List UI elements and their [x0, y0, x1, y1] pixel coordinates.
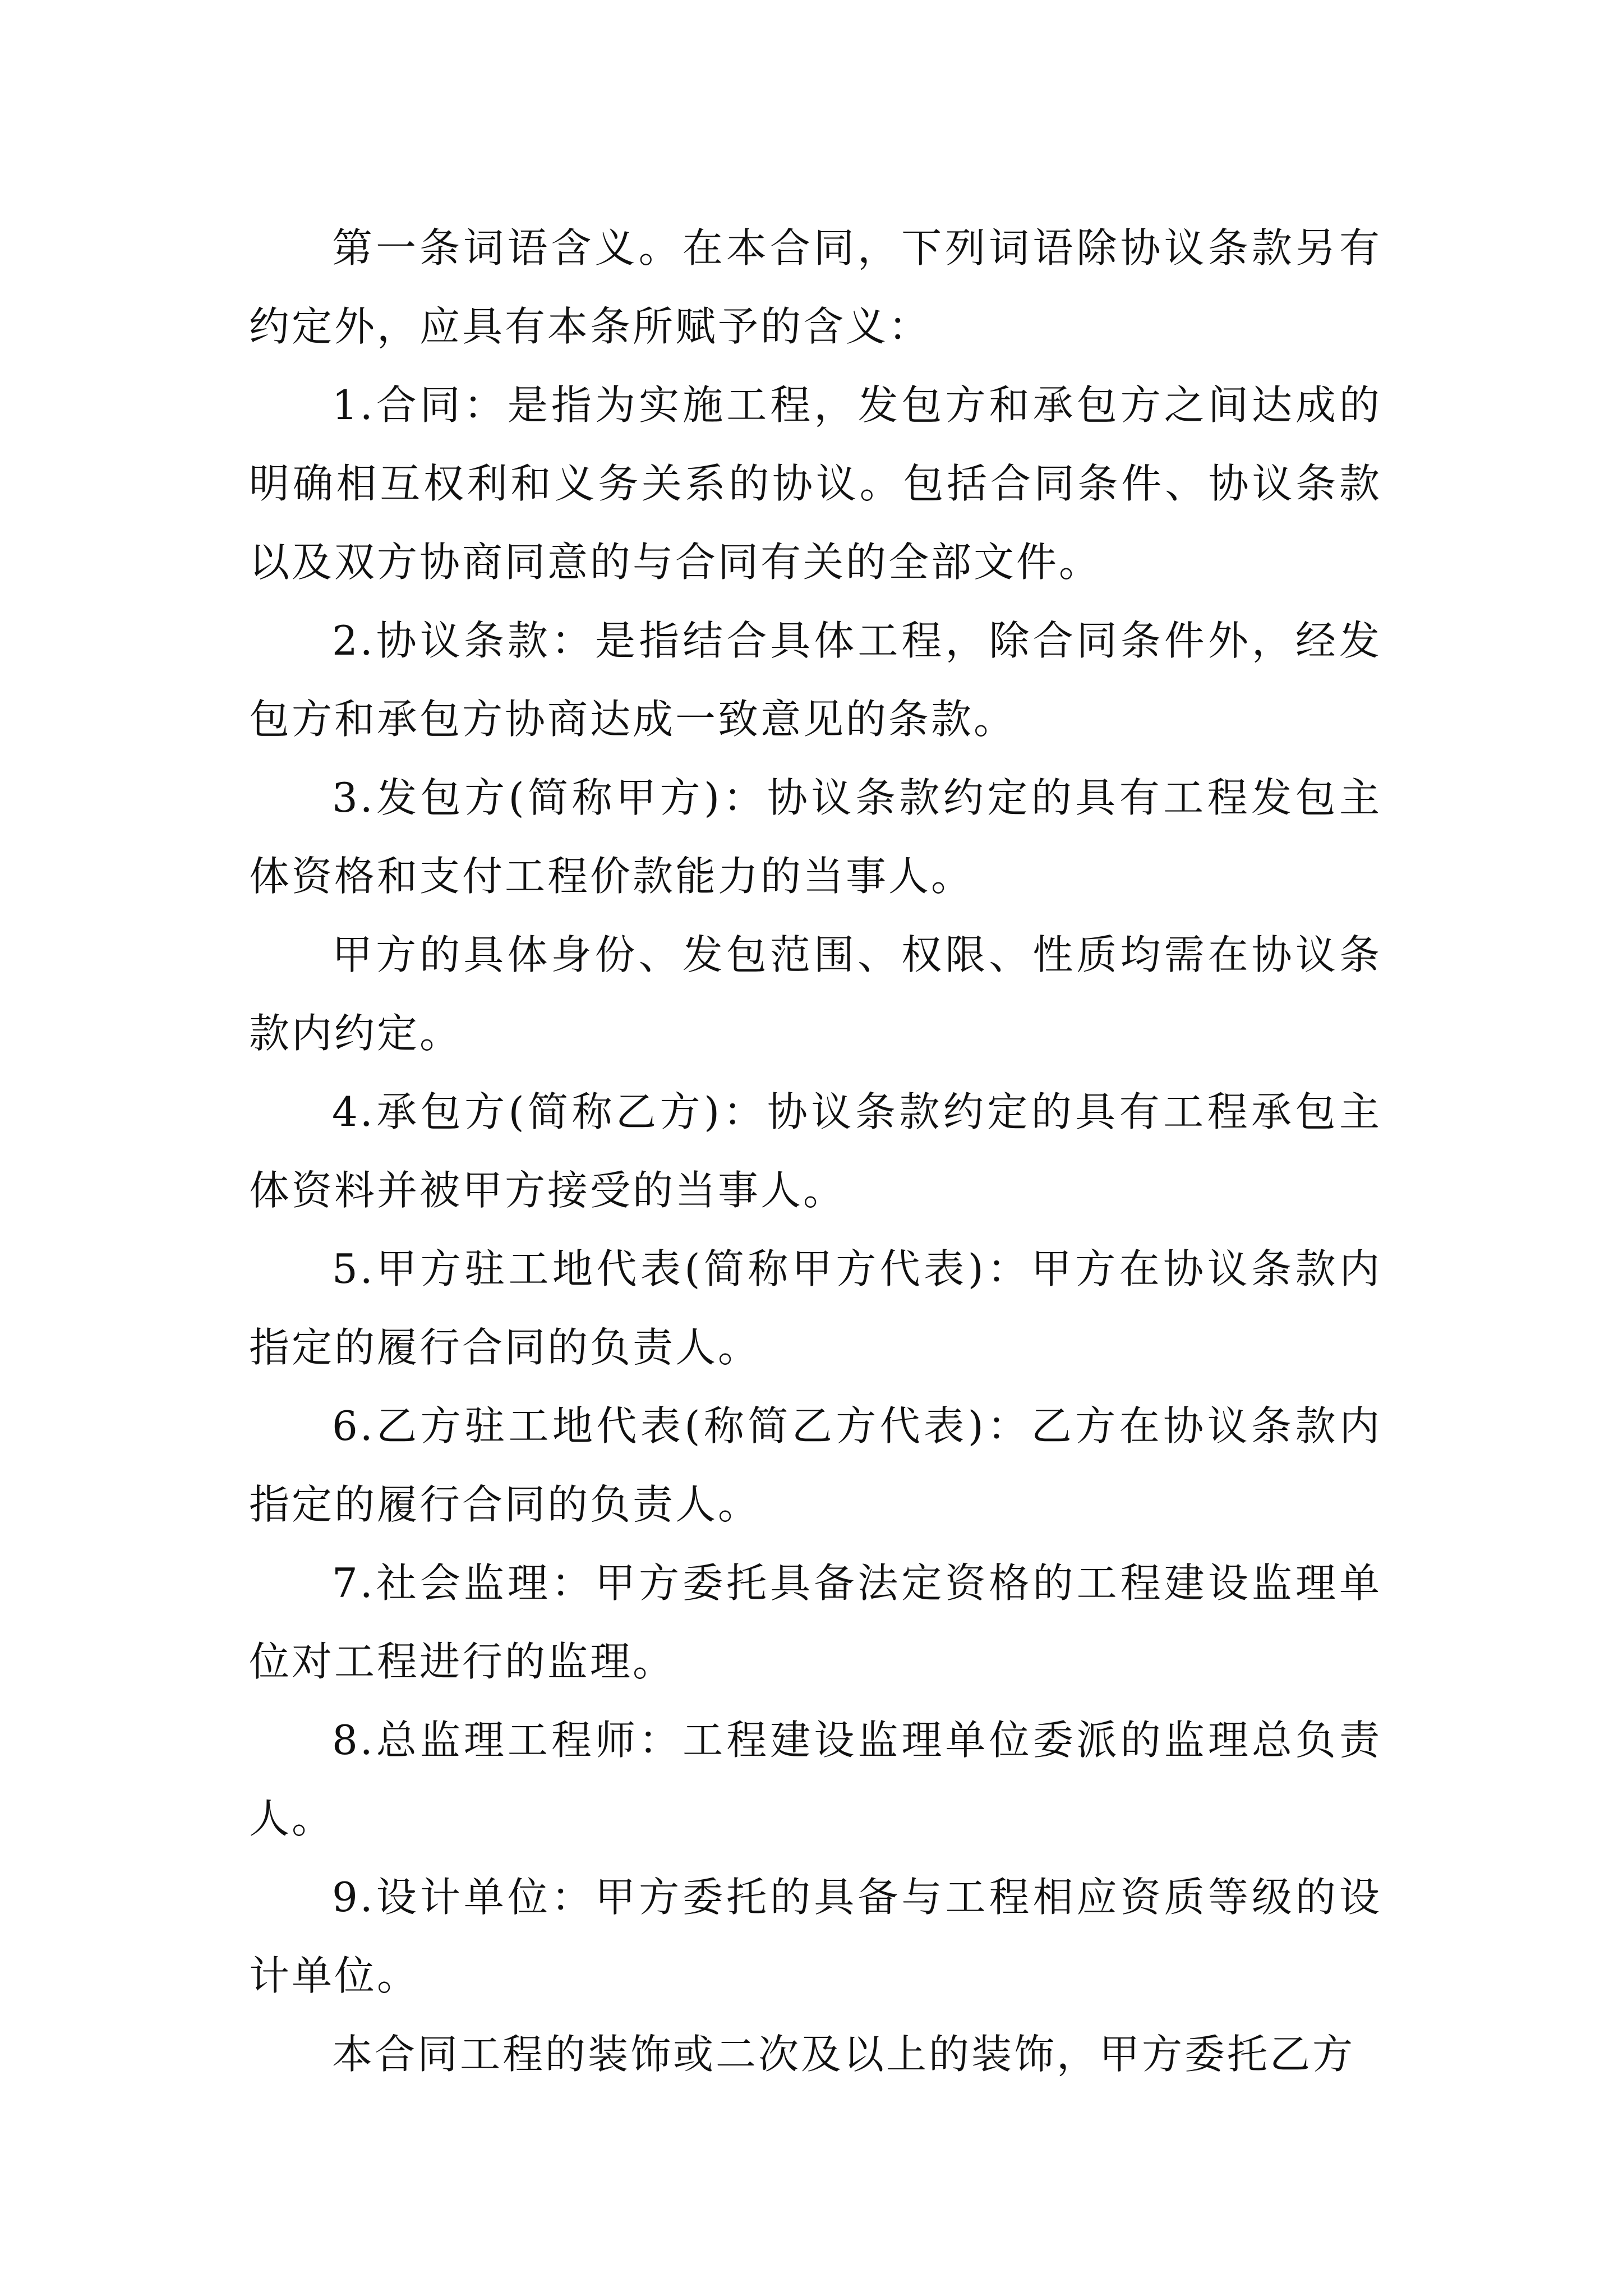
paragraph-article-1-intro: 第一条词语含义。在本合同，下列词语除协议条款另有约定外，应具有本条所赋予的含义：	[249, 224, 1382, 350]
paragraph-item-5-employer-representative: 5.甲方驻工地代表(简称甲方代表)：甲方在协议条款内指定的履行合同的负责人。	[249, 1245, 1382, 1371]
paragraph-item-9-design-unit: 9.设计单位：甲方委托的具备与工程相应资质等级的设计单位。	[249, 1874, 1382, 1999]
paragraph-item-7-supervision: 7.社会监理：甲方委托具备法定资格的工程建设监理单位对工程进行的监理。	[249, 1559, 1382, 1685]
paragraph-item-6-contractor-representative: 6.乙方驻工地代表(称简乙方代表)：乙方在协议条款内指定的履行合同的负责人。	[249, 1402, 1382, 1528]
paragraph-item-4-contractor: 4.承包方(简称乙方)：协议条款约定的具有工程承包主体资料并被甲方接受的当事人。	[249, 1088, 1382, 1214]
paragraph-item-8-chief-engineer: 8.总监理工程师：工程建设监理单位委派的监理总负责人。	[249, 1717, 1382, 1842]
paragraph-employer-details: 甲方的具体身份、发包范围、权限、性质均需在协议条款内约定。	[249, 931, 1382, 1057]
paragraph-item-1-contract: 1.合同：是指为实施工程，发包方和承包方之间达成的明确相互权利和义务关系的协议。包括合同条件、协议条款以及双方协商同意的与合同有关的全部文件。	[249, 381, 1382, 586]
paragraph-decoration-clause: 本合同工程的装饰或二次及以上的装饰，甲方委托乙方	[332, 2031, 1355, 2078]
contract-body	[249, 209, 1382, 2093]
paragraph-item-3-employer: 3.发包方(简称甲方)：协议条款约定的具有工程发包主体资格和支付工程价款能力的当事人。	[249, 774, 1382, 900]
paragraph-item-2-agreement-terms: 2.协议条款：是指结合具体工程，除合同条件外，经发包方和承包方协商达成一致意见的条款。	[249, 617, 1382, 743]
